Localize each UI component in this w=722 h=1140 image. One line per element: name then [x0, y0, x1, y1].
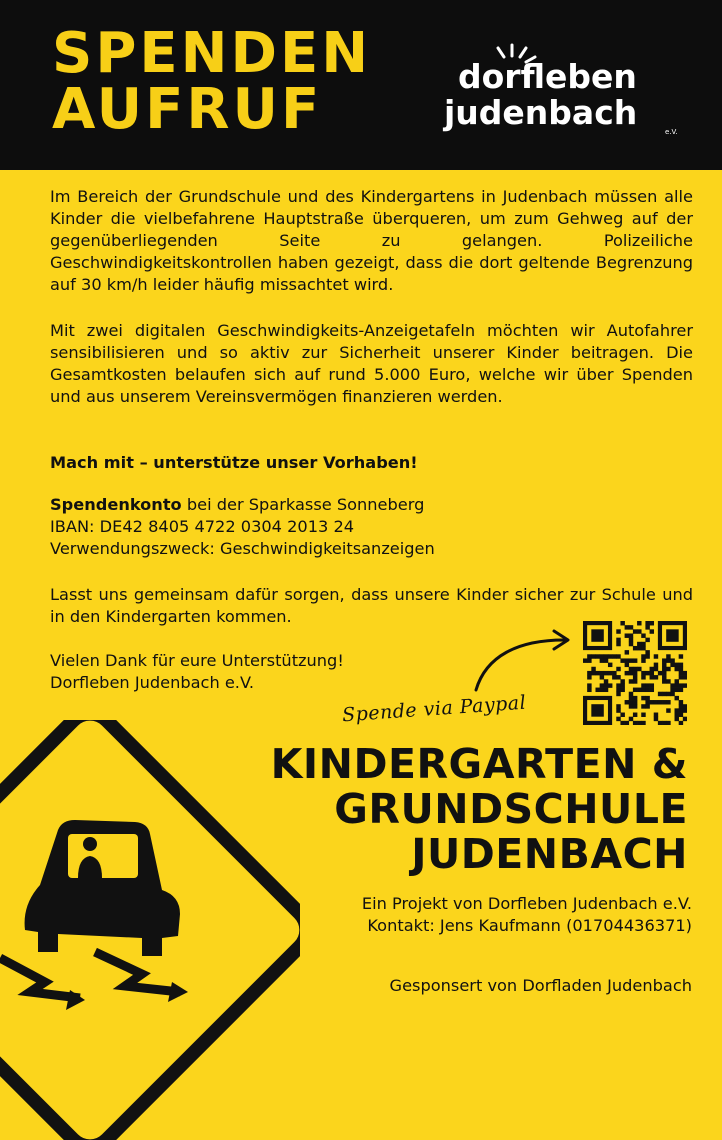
- account-label: Spendenkonto: [50, 495, 182, 514]
- account-bank: bei der Sparkasse Sonneberg: [181, 495, 425, 514]
- project-title-line-3: JUDENBACH: [411, 830, 688, 878]
- call-to-action: Mach mit – unterstütze unser Vorhaben!: [50, 453, 418, 472]
- project-title-line-1: KINDERGARTEN &: [270, 740, 688, 788]
- project-info: [362, 893, 692, 937]
- project-paragraph: Mit zwei digitalen Geschwindigkeits-Anzeigetafeln möchten wir Autofahrer sensibilisieren und so aktiv zur Sicherheit unserer Kinder beitragen. Die Gesamtkosten belaufen sich auf rund 5.000 Euro, welche wir über Spenden und aus unserem Vereinsvermögen finanzieren werden.: [50, 321, 693, 406]
- slippery-road-sign-icon: [0, 720, 300, 1140]
- project-by-line: Ein Projekt von Dorfleben Judenbach e.V.: [361, 894, 692, 913]
- paypal-label: Spende via Paypal: [341, 691, 527, 727]
- title-line-2: AUFRUF: [52, 77, 323, 142]
- logo-line-2: judenbach: [444, 93, 638, 132]
- bank-account-block: [50, 494, 435, 560]
- logo-line-1: dorfleben: [458, 57, 637, 96]
- payment-purpose: Verwendungszweck: Geschwindigkeitsanzeigen: [50, 539, 435, 558]
- header-banner: [0, 0, 722, 170]
- project-title-line-2: GRUNDSCHULE: [334, 785, 688, 833]
- title-line-1: SPENDEN: [52, 21, 372, 86]
- page-title: [52, 21, 372, 142]
- dorfleben-logo: [440, 42, 690, 142]
- closing-paragraph: Lasst uns gemeinsam dafür sorgen, dass unsere Kinder sicher zur Schule und in den Kindergarten kommen.: [50, 585, 693, 626]
- logo-suffix: e.V.: [665, 128, 678, 136]
- contact-line: Kontakt: Jens Kaufmann (01704436371): [367, 916, 692, 935]
- account-line: [50, 494, 435, 516]
- thanks-text: Vielen Dank für eure Unterstützung!: [50, 651, 344, 670]
- intro-paragraph: Im Bereich der Grundschule und des Kindergartens in Judenbach müssen alle Kinder die vielbefahrene Hauptstraße überqueren, um zum Gehweg auf der gegenüberliegenden Seite zu gelangen. Polizeiliche Geschwindigkeitskontrollen haben gezeigt, dass die dort geltende Begrenzung auf 30 km/h leider häufig missachtet wird.: [50, 187, 693, 294]
- curved-arrow-icon: [468, 626, 578, 696]
- thanks-block: [50, 650, 344, 694]
- project-title: [271, 742, 688, 877]
- signature: Dorfleben Judenbach e.V.: [50, 673, 255, 692]
- iban: IBAN: DE42 8405 4722 0304 2013 24: [50, 517, 355, 536]
- sponsor-line: Gesponsert von Dorfladen Judenbach: [389, 976, 692, 995]
- qr-code-icon: [583, 621, 687, 725]
- logo-sun-icon: [440, 42, 690, 142]
- paypal-qr-code[interactable]: [583, 621, 687, 725]
